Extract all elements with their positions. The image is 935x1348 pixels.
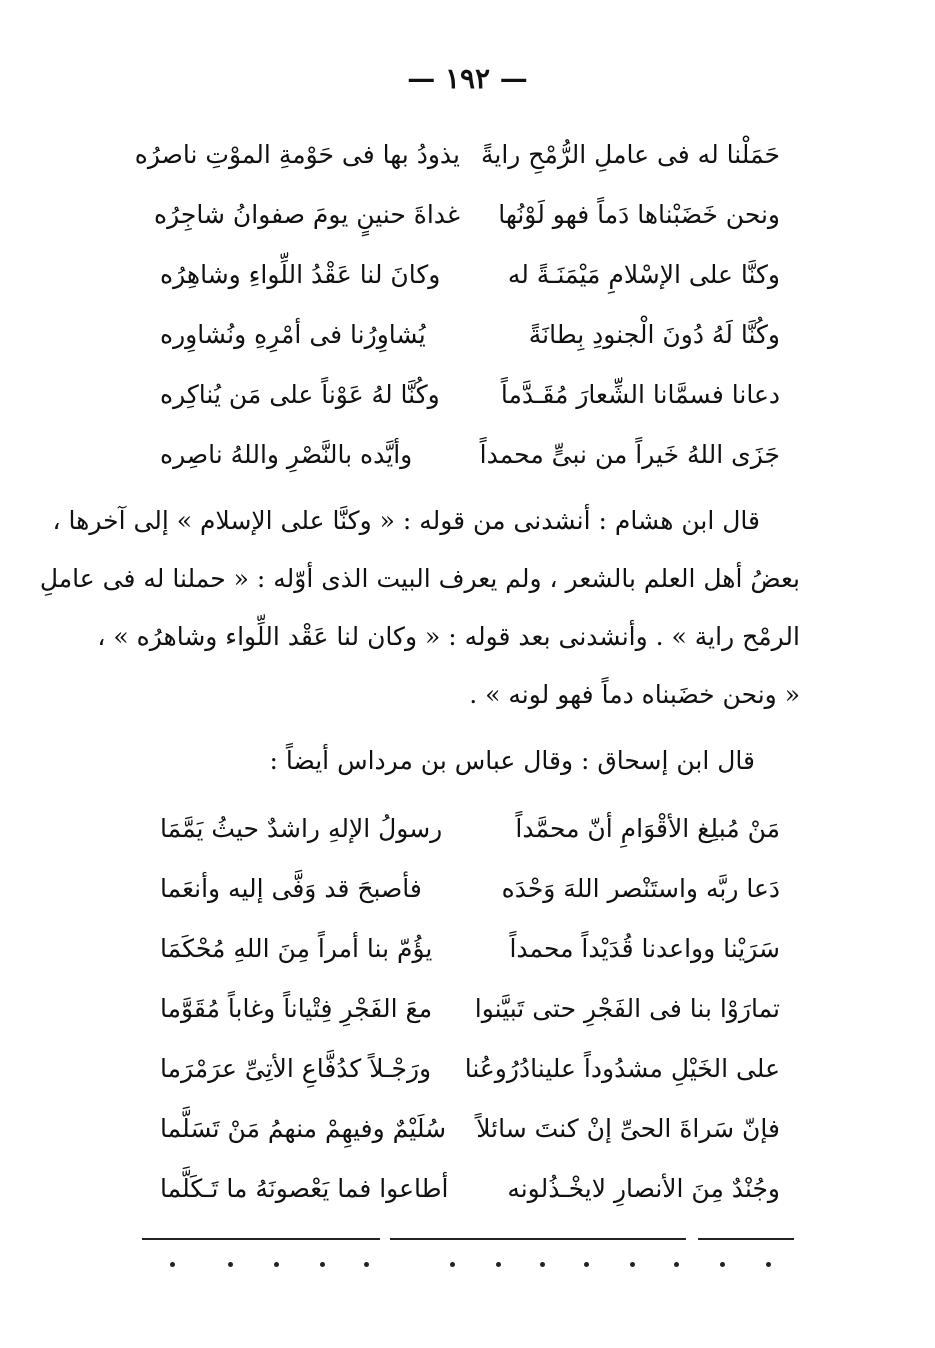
- verse-first-hemistich: جَزَى اللهُ خَيراً من نبىٍّ محمداً: [479, 440, 780, 469]
- footer-dots: [160, 1262, 780, 1274]
- verse-first-hemistich: دعانا فسمَّانا الشِّعارَ مُقَـدَّماً: [500, 380, 780, 409]
- verse-line: [134, 126, 790, 184]
- verse-first-hemistich: وكُنَّا لَهُ دُونَ الْجنودِ بِطانَةً: [528, 320, 780, 349]
- verse-line: [150, 860, 790, 918]
- dot: [496, 1262, 501, 1267]
- dot: [584, 1262, 589, 1267]
- page-number: — ١٩٢ —: [407, 62, 528, 95]
- dot: [320, 1262, 325, 1267]
- verse-first-hemistich: مَنْ مُبلِغ الأقْوَامِ أنّ محمَّداً: [515, 814, 780, 843]
- footer-rule-middle: [390, 1238, 686, 1240]
- dot: [766, 1262, 771, 1267]
- verse-second-hemistich: غداةَ حنينٍ يومَ صفوانُ شاجِرُه: [154, 200, 460, 229]
- verse-line: [150, 366, 790, 424]
- prose-line: الرمْح راية » . وأنشدنى بعد قوله : « وكان لنا عَقْد اللِّواء وشاهرُه » ،: [97, 622, 800, 651]
- verse-second-hemistich: يذودُ بها فى حَوْمةِ الموْتِ ناصرُه: [134, 140, 460, 169]
- verse-first-hemistich: حَمَلْنا له فى عاملِ الرُّمْحِ رايةً: [480, 140, 780, 169]
- dot: [364, 1262, 369, 1267]
- verse-second-hemistich: وكُنَّا لهُ عَوْناً على مَن يُناكِره: [160, 380, 440, 409]
- verse-second-hemistich: فأصبحَ قد وَفَّى إليه وأنعَما: [160, 874, 422, 903]
- verse-second-hemistich: يؤُمّ بنا أمراً مِنَ اللهِ مُحْكَمَا: [160, 934, 433, 963]
- verse-line: [150, 920, 790, 978]
- verse-second-hemistich: أطاعوا فما يَعْصونَهُ ما تَـكَلَّما: [160, 1174, 449, 1203]
- verse-line: [150, 246, 790, 304]
- verse-first-hemistich: ونحن خَضَبْناها دَماً فهو لَوْنُها: [498, 200, 780, 229]
- verse-line: [150, 980, 790, 1038]
- verse-second-hemistich: معَ الفَجْرِ فِتْياناً وغاباً مُقَوَّما: [160, 994, 433, 1023]
- section-heading: قال ابن إسحاق : وقال عباس بن مرداس أيضاً :: [269, 746, 755, 775]
- verse-first-hemistich: فإنّ سَراةَ الحىِّ إنْ كنتَ سائلاً: [476, 1114, 780, 1143]
- verse-first-hemistich: وكنَّا على الإسْلامِ مَيْمَنَـةً له: [507, 260, 780, 289]
- dot: [450, 1262, 455, 1267]
- verse-first-hemistich: على الخَيْلِ مشدُوداً علينادُرُوعُنا: [464, 1054, 780, 1083]
- verse-first-hemistich: وجُنْدٌ مِنَ الأنصارِ لايخْـذُلونه: [507, 1174, 780, 1203]
- verse-line: [150, 306, 790, 364]
- verse-second-hemistich: سُلَيْمٌ وفيهِمْ منهمُ مَنْ تَسَلَّما: [160, 1114, 447, 1143]
- verse-second-hemistich: وأيَّده بالنَّصْرِ واللهُ ناصِره: [160, 440, 413, 469]
- prose-paragraph: [39, 492, 800, 724]
- dot: [274, 1262, 279, 1267]
- verse-line: [150, 1160, 790, 1218]
- verse-line: [150, 800, 790, 858]
- verse-second-hemistich: يُشاوِرُنا فى أمْرِهِ ونُشاوِره: [160, 320, 426, 349]
- prose-line: بعضُ أهل العلم بالشعر ، ولم يعرف البيت الذى أوّله : « حملنا له فى عاملِ: [39, 564, 800, 593]
- dot: [540, 1262, 545, 1267]
- dot: [674, 1262, 679, 1267]
- dot: [228, 1262, 233, 1267]
- footer-rule-left: [142, 1238, 380, 1240]
- verse-second-hemistich: وكانَ لنا عَقْدُ اللِّواءِ وشاهِرُه: [160, 260, 441, 289]
- verse-line: [150, 186, 790, 244]
- dot: [720, 1262, 725, 1267]
- verse-second-hemistich: ورَجْـلاً كدُفَّاعِ الأتِىِّ عرَمْرَما: [160, 1054, 432, 1083]
- verse-line: [150, 1040, 790, 1098]
- verse-first-hemistich: دَعا ربَّه واستَنْصر اللهَ وَحْدَه: [501, 874, 780, 903]
- dot: [630, 1262, 635, 1267]
- verse-line: [150, 1100, 790, 1158]
- prose-line: قال ابن هشام : أنشدنى من قوله : « وكنَّا على الإسلام » إلى آخرها ،: [52, 506, 760, 535]
- verse-second-hemistich: رسولُ الإلهِ راشدٌ حيثُ يَمَّمَا: [160, 814, 443, 843]
- verse-line: [150, 426, 790, 484]
- prose-line: « ونحن خضَبناه دماً فهو لونه » .: [469, 680, 800, 709]
- footer-rule-right: [698, 1238, 794, 1240]
- verse-first-hemistich: سَرَيْنا وواعدنا قُدَيْداً محمداً: [509, 934, 780, 963]
- dot: [170, 1262, 175, 1267]
- verse-first-hemistich: تمارَوْا بنا فى الفَجْرِ حتى تَبيَّنوا: [474, 994, 780, 1023]
